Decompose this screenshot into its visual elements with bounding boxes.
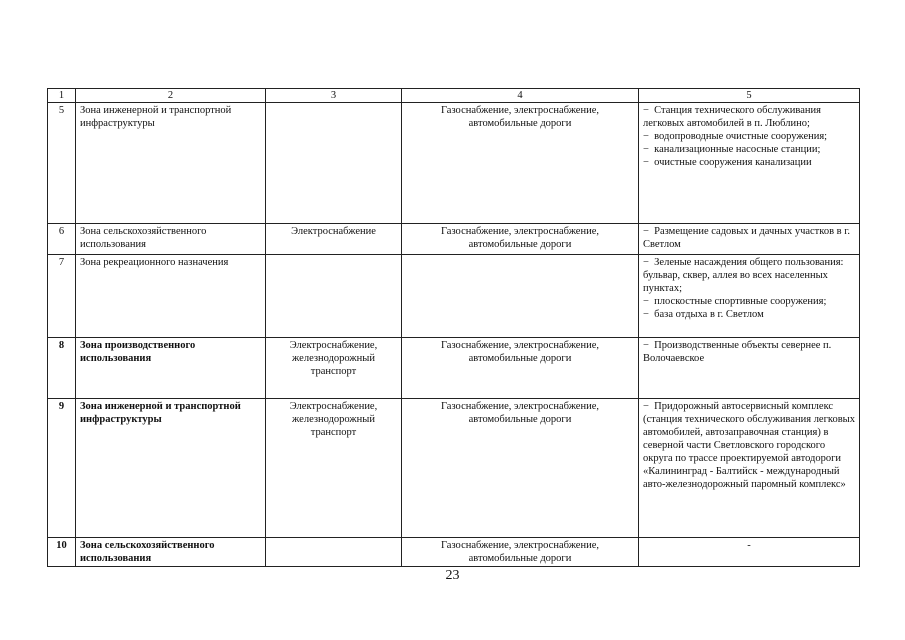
federal-objects-cell [639, 338, 860, 399]
header-col-3: 3 [266, 89, 402, 103]
row-number: 9 [48, 399, 76, 538]
header-col-5: 5 [639, 89, 860, 103]
list-item: − Размещение садовых и дачных участков в г. Светлом [643, 225, 855, 251]
federal-objects-cell [639, 103, 860, 224]
list-item: − водопроводные очистные сооружения; [643, 130, 855, 143]
row-number: 6 [48, 224, 76, 255]
federal-objects-cell: - [639, 538, 860, 567]
header-col-1: 1 [48, 89, 76, 103]
regional-objects-cell: Газоснабжение, электроснабжение, автомобильные дороги [402, 538, 639, 567]
list-item: − Станция технического обслуживания легковых автомобилей в п. Люблино; [643, 104, 855, 130]
row-number: 5 [48, 103, 76, 224]
table-row [48, 338, 860, 399]
zone-name: Зона сельскохозяйственного использования [76, 224, 266, 255]
regional-objects-cell: Газоснабжение, электроснабжение, автомобильные дороги [402, 338, 639, 399]
regional-objects-cell [402, 255, 639, 338]
row-number: 7 [48, 255, 76, 338]
table-row [48, 255, 860, 338]
table-row [48, 538, 860, 567]
zone-name: Зона производственного использования [76, 338, 266, 399]
list-item: − Придорожный автосервисный комплекс (станция технического обслуживания легковых автомобилей, автозаправочная станция) в северной части Светловского городского округа по трассе проектируемой автодороги «Калининград - Балтийск - международный авто-железнодорожный паромный комплекс» [643, 400, 855, 491]
regional-objects-cell: Газоснабжение, электроснабжение, автомобильные дороги [402, 103, 639, 224]
regional-objects-cell: Газоснабжение, электроснабжение, автомобильные дороги [402, 399, 639, 538]
list-item: − плоскостные спортивные сооружения; [643, 295, 855, 308]
local-objects-cell [266, 103, 402, 224]
list-item: − канализационные насосные станции; [643, 143, 855, 156]
zone-name: Зона инженерной и транспортной инфраструктуры [76, 399, 266, 538]
local-objects-cell: Электроснабжение [266, 224, 402, 255]
federal-objects-cell [639, 255, 860, 338]
table-row [48, 103, 860, 224]
zone-name: Зона сельскохозяйственного использования [76, 538, 266, 567]
row-number: 10 [48, 538, 76, 567]
list-item: − база отдыха в г. Светлом [643, 308, 855, 321]
regional-objects-cell: Газоснабжение, электроснабжение, автомобильные дороги [402, 224, 639, 255]
header-row [48, 89, 860, 103]
list-item: − очистные сооружения канализации [643, 156, 855, 169]
local-objects-cell: Электроснабжение, железнодорожный транспорт [266, 338, 402, 399]
row-number: 8 [48, 338, 76, 399]
federal-objects-cell [639, 399, 860, 538]
zone-name: Зона рекреационного назначения [76, 255, 266, 338]
local-objects-cell [266, 538, 402, 567]
zone-name: Зона инженерной и транспортной инфраструктуры [76, 103, 266, 224]
zones-table [47, 88, 860, 567]
header-col-4: 4 [402, 89, 639, 103]
local-objects-cell [266, 255, 402, 338]
page-number: 23 [445, 568, 460, 583]
local-objects-cell: Электроснабжение, железнодорожный транспорт [266, 399, 402, 538]
list-item: − Зеленые насаждения общего пользования: бульвар, сквер, аллея во всех населенных пунктах; [643, 256, 855, 295]
header-col-2: 2 [76, 89, 266, 103]
list-item: − Производственные объекты севернее п. Волочаевское [643, 339, 855, 365]
table-row [48, 399, 860, 538]
table-row [48, 224, 860, 255]
federal-objects-cell [639, 224, 860, 255]
